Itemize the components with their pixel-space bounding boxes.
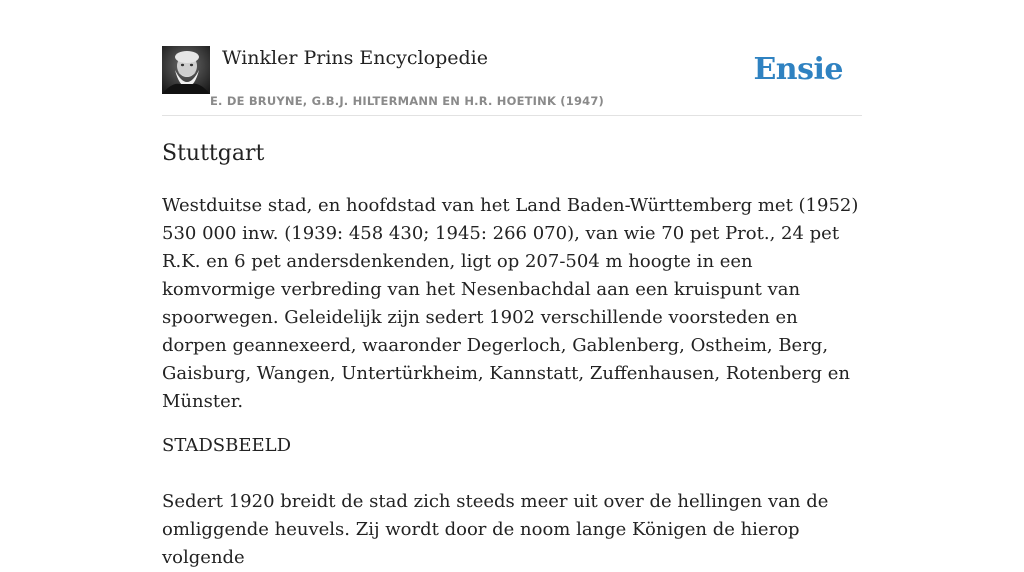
section-heading: STADSBEELD [162,435,292,456]
article-paragraph: Westduitse stad, en hoofdstad van het Land Baden-Württemberg met (1952) 530 000 inw. (1939: 458 430; 1945: 266 070), van wie 70 pet Prot., 24 pet R.K. en 6 pet andersdenkenden, ligt op 207-504 m hoogte in een komvormige verbreding van het Nesenbachdal aan een kruispunt van spoorwegen. Geleidelijk zijn sedert 1902 verschillende voorsteden en dorpen geannexeerd, waaronder Degerloch, Gablenberg, Ostheim, Berg, Gaisburg, Wangen, Untertürkheim, Kannstatt, Zuffenhausen, Rotenberg en Münster. [162,195,859,412]
article-title: Stuttgart [162,141,265,166]
bearded-man-portrait-icon [162,46,210,94]
article-content [162,134,862,572]
authors-line: E. DE BRUYNE, G.B.J. HILTERMANN EN H.R. HOETINK (1947) [210,94,605,108]
site-header [162,46,862,116]
ensie-logo-link[interactable]: Ensie [753,52,843,87]
author-avatar-icon [162,46,210,94]
site-title[interactable]: Winkler Prins Encyclopedie [222,47,488,69]
article-paragraph: Sedert 1920 breidt de stad zich steeds meer uit over de hellingen van de omliggende heuvels. Zij wordt door de noom lange Königen de hierop volgende [162,491,829,568]
